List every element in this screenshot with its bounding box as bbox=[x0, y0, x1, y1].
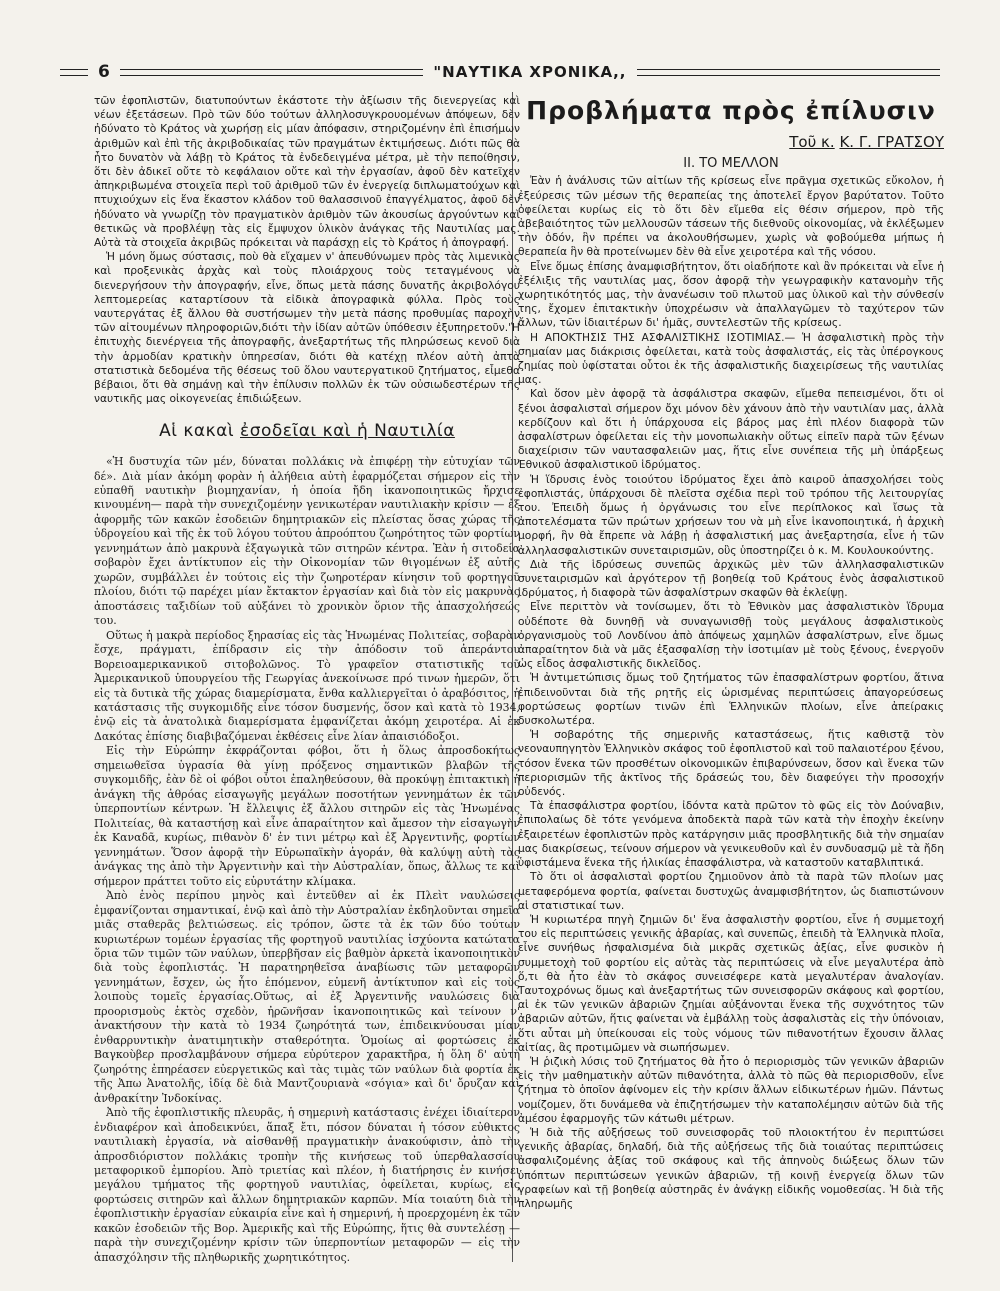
article-paragraph: Ἡ διὰ τῆς αὐξήσεως τοῦ συνεισφορᾶς τοῦ πλοιοκτήτου ἐν περιπτώσει γενικῆς ἀβαρίας, δηλαδή, διὰ τῆς αὐξήσεως τῆς διὰ τοιαύτας περιπτώσεις ἀσφαλιζομένης ἀξίας τοῦ σκάφους καὶ τῆς ἀπηνοὺς διώξεως ὅλων τῶν ὑπόπτων περιπτώσεων γενικῶν ἀβαριῶν, τῇ κοινῇ ἐνεργείᾳ ὅλων τῶν γραφείων καὶ τῇ βοηθείᾳ αὐστηρᾶς ἐν ἀνάγκῃ εἰδικῆς νομοθεσίας. Ἡ διὰ τῆς πληρωμῆς bbox=[518, 1125, 944, 1210]
section-title bbox=[94, 420, 520, 443]
subsection-paragraph bbox=[518, 331, 944, 388]
author-byline bbox=[518, 133, 944, 153]
intro-paragraph: Ἡ μόνη ὅμως σύστασις, ποὺ θὰ εἴχαμεν ν' ἀπευθύνωμεν πρὸς τὰς λιμενικὰς καὶ προξενικὰς ἀρχὰς καὶ τοὺς πλοιάρχους τοὺς τεταγμένους νὰ διενεργήσουν τὴν ἀπογραφήν, εἶνε, ὅπως μετὰ πάσης δυνατῆς ἀκριβολόγου λεπτομερείας καταρτίσουν τὰ εἰδικὰ ἀπογραφικὰ φύλλα. Πρὸς τοὺς ναυτεργάτας ἐξ ἄλλου θὰ συστήσωμεν τὴν μετὰ πάσης προθυμίας παροχὴν τῶν αἰτουμένων πληροφοριῶν,διότι τὴν ἰδίαν αὐτῶν ὑπόθεσιν ἐξυπηρετοῦν.'Ἡ ἐπιτυχὴς διενέργεια τῆς ἀπογραφῆς, ἀνεξαρτήτως τῆς πληρώσεως κενοῦ διὰ τὴν ἁρμοδίαν κρατικὴν ὑπηρεσίαν, διότι θὰ κατέχῃ πλέον αὐτὴ ἀπτὰ στατιστικὰ δεδομένα τῆς θέσεως τοῦ ὅλου ναυτεργατικοῦ ζητήματος, εἶμεθα βέβαιοι, ὅτι θὰ σημάνῃ καὶ τὴν ἐπίλυσιν πολλῶν ἐκ τῶν οὐσιωδεστέρων τῆς ναυτικῆς μας οἰκογενείας ἐπιδιώξεων. bbox=[94, 250, 520, 406]
running-header bbox=[60, 60, 940, 84]
section-title-part2: ἐσοδεῖαι καὶ ἡ Ναυτιλία bbox=[240, 421, 455, 442]
article-paragraph: Διὰ τῆς ἱδρύσεως συνεπῶς ἀρχικῶς μὲν τῶν ἀλληλασφαλιστικῶν συνεταιρισμῶν καὶ ἀργότερον τῇ βοηθείᾳ τοῦ Κράτους ἑνὸς ἀσφαλιστικοῦ ἱδρύματος, ἡ διαφορὰ τῶν ἀσφαλίστρων σκαφῶν θὰ ἐκλείψῃ. bbox=[518, 557, 944, 600]
article-paragraph: Εἶνε περιττὸν νὰ τονίσωμεν, ὅτι τὸ Ἐθνικὸν μας ἀσφαλιστικὸν ἵδρυμα οὐδέποτε θὰ δυνηθῇ νὰ συναγωνισθῇ τοὺς μεγάλους ἀσφαλιστικοὺς ὀργανισμοὺς τοῦ Λονδίνου ἀπὸ ἀπόψεως χαμηλῶν ἀσφαλίστρων, εἶνε ὅμως ἀπαραίτητον διὰ νὰ μᾶς ἐξασφαλίσῃ τὴν ἰσοτιμίαν μὲ τοὺς ξένους, ἐνεργοῦν ὡς εἶδος ἀσφαλιστικῆς δικλεῖδος. bbox=[518, 600, 944, 671]
intro-paragraph: τῶν ἐφοπλιστῶν, διατυπούντων ἑκάστοτε τὴν ἀξίωσιν τῆς διενεργείας καὶ νέων ἐξετάσεων. Πρὸ τῶν δύο τούτων ἀλληλοσυγκρουομένων ἀπόψεων, δὲν ἠδύνατο τὸ Κράτος νὰ χωρήσῃ εἰς μίαν ἀπόφασιν, στηριζομένην ἐπὶ ἐπισήμων ἀριθμῶν καὶ ἐπὶ τῆς ἀκριβοδικαίας τῶν πραγμάτων ἐκτιμήσεως. Διότι πῶς θὰ ἦτο δυνατὸν νὰ λάβῃ τὸ Κράτος τὰ ἐνδεδειγμένα μέτρα, μὲ τὴν πεποίθησιν, ὅτι δὲν ἀδικεῖ οὔτε τὸ κεφάλαιον οὔτε καὶ τὴν ἐργασίαν, ἀφοῦ δὲν κατεῖχεν ἀπηκριβωμένα στοιχεῖα περὶ τοῦ ἀριθμοῦ τῶν ἐν ἐνεργείᾳ διπλωματούχων καὶ πτυχιούχων εἰς ἕνα ἕκαστον κλάδον τοῦ θαλασσινοῦ ἐπαγγέλματος, ἀφοῦ δὲν ἠδύνατο νὰ γνωρίζῃ τὸν πραγματικὸν ἀριθμὸν τῶν ἀκουσίως ἀργούντων καὶ θετικῶς νὰ προβλέψῃ τὰς εἰς ἔμψυχον ὑλικὸν ἀνάγκας τῆς Ναυτιλίας μας. Αὐτὰ τὰ στοιχεῖα ἀκριβῶς πρόκειται νὰ παράσχῃ εἰς τὸ Κράτος ἡ ἀπογραφή. bbox=[94, 94, 520, 250]
article-paragraph: Εἶνε ὅμως ἐπίσης ἀναμφισβήτητον, ὅτι οἱαδήποτε καὶ ἂν πρόκειται νὰ εἶνε ἡ ἐξέλιξις τῆς ναυτιλίας μας, ὅσον ἀφορᾷ τὴν γεωγραφικὴν κατανομὴν τῆς χωρητικότητός μας, τὴν ἀνανέωσιν τοῦ πλωτοῦ μας ὑλικοῦ καὶ τὴν σύνθεσίν της, ἔχομεν ἐπιτακτικὴν ὑποχρέωσιν νὰ ἀπαλλαγῶμεν τὸ ταχύτερον τῶν ἄλλων, τῶν ἰδιαιτέρων δι' ἡμᾶς, συντελεστῶν τῆς κρίσεως. bbox=[518, 259, 944, 330]
section-title-part1: Αἱ κακαὶ bbox=[159, 421, 235, 442]
author-prefix: Τοῦ κ. bbox=[789, 133, 835, 152]
left-column bbox=[94, 94, 520, 1264]
subsection-heading: Η ΑΠΟΚΤΗΣΙΣ ΤΗΣ ΑΣΦΑΛΙΣΤΙΚΗΣ ΙΣΟΤΙΜΙΑΣ.— bbox=[530, 330, 796, 344]
header-rule-left bbox=[60, 69, 88, 76]
publication-title: "ΝΑΥΤΙΚΑ ΧΡΟΝΙΚΑ,, bbox=[433, 63, 627, 81]
article-paragraph: Ἡ κυριωτέρα πηγὴ ζημιῶν δι' ἕνα ἀσφαλιστὴν φορτίου, εἶνε ἡ συμμετοχή του εἰς περιπτώσεις γενικῆς ἀβαρίας, καὶ συνεπῶς, ἐπειδὴ τὰ Ἑλληνικὰ πλοῖα, εἶνε συνήθως ἠσφαλισμένα διὰ μικρᾶς σχετικῶς ἀξίας, εἶνε φυσικὸν ἡ συμμετοχὴ τοῦ φορτίου εἰς αὐτὰς τὰς περιπτώσεις νὰ εἶνε μεγαλυτέρα ἀπὸ ὅ,τι θὰ ἦτο ἐὰν τὸ σκάφος συνεισέφερε κατὰ μεγαλυτέραν ἀναλογίαν. Ταυτοχρόνως ὅμως καὶ ἀνεξαρτήτως τῶν συνεισφορῶν σκάφους καὶ φορτίου, αἱ ἐκ τῶν γενικῶν ἀβαριῶν ζημίαι αὐξάνονται ἕνεκα τῆς συχνότητος τῶν ἀβαριῶν αὐτῶν, ἥτις φαίνεται νὰ ἐμβάλλῃ τοὺς ἀσφαλιστὰς εἰς τὴν ὑπόνοιαν, ὅτι αὗται μὴ ὑπείκουσαι εἰς τοὺς νόμους τῶν πιθανοτήτων ἔχουσιν ἄλλας αἰτίας, ἃς προτιμῶμεν νὰ σιωπήσωμεν. bbox=[518, 912, 944, 1054]
article-paragraph: «Ἡ δυστυχία τῶν μέν, δύναται πολλάκις νὰ ἐπιφέρῃ τὴν εὐτυχίαν τῶν δέ». Διὰ μίαν ἀκόμη φορὰν ἡ ἀλήθεια αὐτὴ ἐφαρμόζεται σήμερον εἰς τὴν εὐπαθῆ ναυτικὴν βιομηχανίαν, ἡ ὁποία ἤδη ἱκανοποιητικῶς ἤρχισε κινουμένη— παρὰ τὴν συνεχιζομένην γενικωτέραν ναυτιλιακὴν κρίσιν — ἐξ ἀφορμῆς τῶν κακῶν ἐσοδειῶν δημητριακῶν εἰς πλείστας ὅσας χώρας τῆς ὑδρογείου καὶ τῆς ἐκ τοῦ λόγου τούτου ἀπροόπτου ζωηρότητος τῶν φορτίων γεννημάτων ἀπὸ μακρυνὰ ἐξαγωγικὰ τῶν σιτηρῶν κέντρα. Ἐὰν ἡ σιτοδεία σοβαρὸν ἔχει ἀντίκτυπον εἰς τὴν Οἰκονομίαν τῶν θιγομένων ἐξ αὐτῆς χωρῶν, συμβάλλει ἐν τούτοις εἰς τὴν ζωηροτέραν κίνησιν τοῦ φορτηγοῦ πλοίου, διότι τῷ παρέχει μίαν ἔκτακτον ἐργασίαν καὶ διὰ τὸν εἰς μακρυνὰς ἀποστάσεις ταξιδίων τοῦ αὐξάνει τὸ χρονικὸν ὅριον τῆς ἀπασχολήσεώς του. bbox=[94, 455, 520, 628]
article-paragraph: Καὶ ὅσον μὲν ἀφορᾷ τὰ ἀσφάλιστρα σκαφῶν, εἴμεθα πεπεισμένοι, ὅτι οἱ ξένοι ἀσφαλισταὶ σήμερον ὄχι μόνον δὲν χάνουν ἀπὸ τὴν ναυτιλίαν μας, ἀλλὰ κερδίζουν καὶ ὅτι ἡ ὑπάρχουσα εἰς βάρος μας ἐπὶ πλέον διαφορὰ τῶν ἀσφαλίστρων ὀφείλεται εἰς τὴν μονοπωλιακὴν οὕτως εἰπεῖν παρὰ τῶν ξένων διαχείρισιν τῶν ναυτασφαλειῶν μας, ἥτις εἶνε συνέπεια τῆς μὴ ὑπάρξεως Ἐθνικοῦ ἀσφαλιστικοῦ ἱδρύματος. bbox=[518, 387, 944, 472]
subsection-text: Ἡ ἀσφαλιστικὴ πρὸς τὴν σημαίαν μας διάκρισις ὀφείλεται, κατὰ τοὺς ἀσφαλιστάς, εἰς τὰς ὑπέρογκους ζημίας ποὺ ὑφίσταται οὗτοι ἐκ τῆς ἀσφαλιστικῆς διαχειρίσεως τῆς ναυτιλίας μας. bbox=[518, 330, 944, 387]
author-name: Κ. Γ. ΓΡΑΤΣΟΥ bbox=[839, 133, 944, 152]
header-rule-right bbox=[637, 69, 940, 76]
header-rule-middle bbox=[120, 69, 423, 76]
article-paragraph: Εἰς τὴν Εὐρώπην ἐκφράζονται φόβοι, ὅτι ἡ ὅλως ἀπροσδοκήτως σημειωθεῖσα ὑγρασία θὰ γίνῃ πρόξενος σημαντικῶν βλαβῶν τῆς συγκομιδῆς, ἐὰν δὲ οἱ φόβοι οὗτοι ἐπαληθεύσουν, θὰ προκύψῃ ἐπιτακτικὴ ἡ ἀνάγκη τῆς ἀθρόας εἰσαγωγῆς μεγάλων ποσοτήτων γεννημάτων ἐκ τῶν ὑπερποντίων κέντρων. Ἡ ἔλλειψις ἐξ ἄλλου σιτηρῶν εἰς τὰς Ἡνωμένας Πολιτείας, θὰ καταστήσῃ καὶ εἶνε ἀπαραίτητον καὶ ἄμεσον τὴν εἰσαγωγὴν ἐκ Καναδᾶ, κυρίως, πιθανὸν δ' ἐν τινι μέτρῳ καὶ ἐξ Ἀργεντινῆς, φορτίων γεννημάτων. Ὅσον ἀφορᾷ τὴν Εὐρωπαϊκὴν ἀγοράν, θὰ καλύψῃ αὐτὴ τὰς ἀνάγκας της ἀπὸ τὴν Ἀργεντινὴν καὶ τὴν Αὐστραλίαν, ὅπως, ἄλλως τε καὶ σήμερον πράττει τοῦτο εἰς εὐρυτάτην κλίμακα. bbox=[94, 744, 520, 888]
page-number: 6 bbox=[98, 62, 110, 82]
article-paragraph: Ἡ ἵδρυσις ἑνὸς τοιούτου ἱδρύματος ἔχει ἀπὸ καιροῦ ἀπασχολήσει τοὺς ἐφοπλιστάς, ὑπάρχουσι δὲ πλεῖστα σχέδια περὶ τοῦ τρόπου τῆς λειτουργίας του. Ἐπειδὴ ὅμως ἡ ὀργάνωσις του εἶνε περίπλοκος καὶ ἴσως τὰ ἀποτελέσματα τῶν πρώτων χρήσεων του νὰ μὴ εἶνε ἱκανοποιητικά, ἡ ἀρχικὴ μορφή, ἣν θὰ ἔπρεπε νὰ λάβῃ ἡ ἀσφαλιστική μας ἀνεξαρτησία, εἶνε ἡ τῶν ἀλληλασφαλιστικῶν συνεταιρισμῶν, οὓς ὑποστηρίζει ὁ κ. Μ. Κουλουκούντης. bbox=[518, 472, 944, 557]
article-paragraph: Ἡ ἀντιμετώπισις ὅμως τοῦ ζητήματος τῶν ἐπασφαλίστρων φορτίου, ἅτινα ἐπιδεινοῦνται διὰ τῆς ρητῆς εἰς ὡρισμένας περιπτώσεις ἀπαγορεύσεως φορτώσεως φορτίων τινῶν ἐπὶ Ἑλληνικῶν πλοίων, εἶνε ἀπείρακις δυσκολωτέρα. bbox=[518, 671, 944, 728]
article-paragraph: Τὰ ἐπασφάλιστρα φορτίου, ἰδόντα κατὰ πρῶτον τὸ φῶς εἰς τὸν Δούναβιν, ἐπιπολαίως δὲ τότε γενόμενα ἀποδεκτὰ παρὰ τῶν κατὰ τὴν ἐποχὴν ἐκείνην ἐξαιρετέων ἐφοπλιστῶν πρὸς κατάργησιν μιᾶς προσβλητικῆς διὰ τὴν σημαίαν μας διακρίσεως, τείνουν σήμερον νὰ γενικευθοῦν καὶ ἐν συνδυασμῷ μὲ τὰ ἤδη ὑφιστάμενα ἕνεκα τῆς ἡλικίας ἐπασφάλιστρα, νὰ καταστοῦν καταβλιπτικά. bbox=[518, 799, 944, 870]
intro-article bbox=[94, 94, 520, 406]
article-paragraph: Ἡ σοβαρότης τῆς σημερινῆς καταστάσεως, ἥτις καθιστᾷ τὸν νεοναυπηγητὸν Ἑλληνικὸν σκάφος τοῦ ἐφοπλιστοῦ καὶ τοῦ παλαιοτέρου ξένου, τόσον ἕνεκα τῶν προσθέτων οἰκονομικῶν ἐπιβαρύνσεων, ὅσον καὶ ἕνεκα τῶν περιορισμῶν τῆς ἀκτῖνος τῆς δράσεώς του, δὲν διαφεύγει τὴν προσοχήν οὐδενός. bbox=[518, 728, 944, 799]
article-paragraph: Ἡ ῥιζικὴ λύσις τοῦ ζητήματος θὰ ἦτο ὁ περιορισμὸς τῶν γενικῶν ἀβαριῶν εἰς τὴν μαθηματικὴν αὐτῶν πιθανότητα, ἀλλὰ τὸ πῶς θὰ περιορισθοῦν, εἶνε ζήτημα τὸ ὁποῖον ἀφίνομεν εἰς τὴν κρίσιν ἄλλων εἰδικωτέρων ἡμῶν. Πάντως νομίζομεν, ὅτι δυνάμεθα νὰ ἐπιζητήσωμεν τὴν καταπολέμησιν αὐτῶν διὰ τῆς ἀμέσου ἐφαρμογῆς τῶν κάτωθι μέτρων. bbox=[518, 1054, 944, 1125]
article-paragraph: Τὸ ὅτι οἱ ἀσφαλισταὶ φορτίου ζημιοῦνον ἀπὸ τὰ παρὰ τῶν πλοίων μας μεταφερόμενα φορτία, φαίνεται δυστυχῶς ἀναμφισβήτητον, ὡς διαπιστώνουν αἱ στατιστικαί των. bbox=[518, 870, 944, 912]
main-article-title: Προβλήματα πρὸς ἐπίλυσιν bbox=[526, 96, 936, 125]
article-paragraph: Ἀπὸ ἑνὸς περίπου μηνὸς καὶ ἐντεῦθεν αἱ ἐκ Πλεὶτ ναυλώσεις ἐμφανίζονται σημαντικαί, ἐνῷ καὶ ἀπὸ τὴν Αὐστραλίαν ἐκδηλοῦνται σημεῖα μιᾶς σταθερᾶς βελτιώσεως. εἰς τρόπον, ὥστε τὰ ἐκ τῶν δύο τούτων κυριωτέρων τομέων ἐργασίας τῆς φορτηγοῦ ναυτιλίας ἰσχύοντα κατώτατα ὅρια τῶν τιμῶν τῶν ναύλων, ὑπερβῆσαν εἰς βαθμὸν ἀρκετὰ ἱκανοποιητικὸν διὰ τοὺς ἐφοπλιστάς. Ἡ παρατηρηθεῖσα ἀναβίωσις τῶν μεταφορῶν γεννημάτων, ἔσχεν, ὡς ἦτο ἑπόμενον, εὐμενῆ ἀντίκτυπον καὶ εἰς τοὺς λοιποὺς τομεῖς ἐργασίας.Οὕτως, αἱ ἐξ Ἀργεντινῆς ναυλώσεις διὰ προορισμοὺς ἐκτὸς σχεδὸν, ἠρῶνῆσαν ἱκανοποιητικῶς καὶ τείνουν ν' ἀνακτήσουν τὴν κατὰ τὸ 1934 ζωηρότητά των, ἐπιδεικνύουσαι μίαν ἐνθαρρυντικὴν ἀνατιμητικὴν σταθερότητα. Ὁμοίως αἱ φορτώσεις ἐκ Βαγκοὺβερ προσλαμβάνουν σήμερα εὐρύτερον χαρακτῆρα, ἡ ὅλη δ' αὐτὴ ζωηρότης ἐπηρέασεν εὐεργετικῶς καὶ τὰς τιμὰς τῶν ναύλων διὰ φορτία ἐκ τῆς Ἀπω Ἀνατολῆς, ἰδίᾳ δὲ διὰ Μαντζουριανὰ «σόγια» καὶ δι' ὄρυζαν καὶ ἀνθρακίτην Ἰνδοκίνας. bbox=[94, 889, 520, 1105]
right-column bbox=[518, 94, 944, 1254]
part-heading: ΙΙ. ΤΟ ΜΕΛΛΟΝ bbox=[683, 156, 779, 172]
article-paragraph: Οὕτως ἡ μακρὰ περίοδος ξηρασίας εἰς τὰς Ἡνωμένας Πολιτείας, σοβαρὰν ἔσχε, πράγματι, ἐπίδρασιν εἰς τὴν ἀπόδοσιν τοῦ ἀπεράντου Βορειοαμερικανικοῦ σιτοβολῶνος. Τὸ γραφεῖον στατιστικῆς τοῦ Ἀμερικανικοῦ ὑπουργείου τῆς Γεωργίας ἀνεκοίνωσε πρό τινων ἡμερῶν, ὅτι εἰς τὰ δυτικὰ τῆς χώρας διαμερίσματα, ἔνθα καλλιεργεῖται ὁ ἀραβόσιτος, ἡ κατάστασις τῆς συγκομιδῆς εἶνε τόσον δυσμενής, ὅσον καὶ κατὰ τὸ 1934, ἐνῷ εἰς τὰ ἀνατολικὰ διαμερίσματα ἐμφανίζεται ἀκόμη χειροτέρα. Αἱ ἐκ Δακότας ἐπίσης διαβιβαζόμεναι ἐκθέσεις εἶνε λίαν ἀπαισιόδοξοι. bbox=[94, 628, 520, 743]
article-paragraph: Ἐὰν ἡ ἀνάλυσις τῶν αἰτίων τῆς κρίσεως εἶνε πρᾶγμα σχετικῶς εὔκολον, ἡ ἐξεύρεσις τῶν μέσων τῆς θεραπείας της ἀποτελεῖ ἔργον βαρύτατον. Τοῦτο ὀφείλεται κυρίως εἰς τὸ ὅτι δὲν εἴμεθα εἰς θέσιν σήμερον, πρὸ τῆς ἀβεβαιότητος τῶν μελλουσῶν τάσεων τῆς διεθνοῦς οἰκονομίας, νὰ ἐκλέξωμεν τὴν ὁδόν, ἣν πρέπει να ἀκολουθήσωμεν, χωρὶς νὰ φοβούμεθα μήπως ἡ θεραπεία ἣν θὰ προτείνωμεν δὲν θὰ εἶνε χειροτέρα καὶ τῆς νόσου. bbox=[518, 174, 944, 259]
article-paragraph: Ἀπὸ τῆς ἐφοπλιστικῆς πλευρᾶς, ἡ σημερινὴ κατάστασις ἐνέχει ἰδιαίτερον ἐνδιαφέρον καὶ ἀποδεικνύει, ἅπαξ ἔτι, πόσον δύναται ἡ τόσον εὐθικτος ναυτιλιακὴ ἐργασία, νὰ αἰσθανθῇ πραγματικὴν ἀνακούφισιν, ἀπὸ τὴν ἀπροσδιόριστον πολλάκις τροπὴν τῆς κινήσεως τοῦ ὑπερθαλασσίου μεταφορικοῦ ἐμπορίου. Ἀπὸ τριετίας καὶ πλέον, ἡ διατήρησις ἐν κινήσει μεγάλου τμήματος τῆς φορτηγοῦ ναυτιλίας, ὀφείλεται, κυρίως, εἰς φορτώσεις σιτηρῶν καὶ ἄλλων δημητριακῶν καρπῶν. Μία τοιαύτη διὰ τὴν ἐφοπλιστικὴν ἐργασίαν εὐκαιρία εἶνε καὶ ἡ σημερινή, ἡ προερχομένη ἐκ τῶν κακῶν ἐσοδειῶν τῆς Βορ. Ἀμερικῆς καὶ τῆς Εὐρώπης, ἥτις θὰ συντελέσῃ — παρὰ τὴν συνεχιζομένην κρίσιν τῶν ὑπερποντίων μεταφορῶν — εἰς τὴν ἀπασχόλησιν τῆς πληθωρικῆς χωρητικότητος. bbox=[94, 1106, 520, 1264]
section-article bbox=[94, 455, 520, 1265]
